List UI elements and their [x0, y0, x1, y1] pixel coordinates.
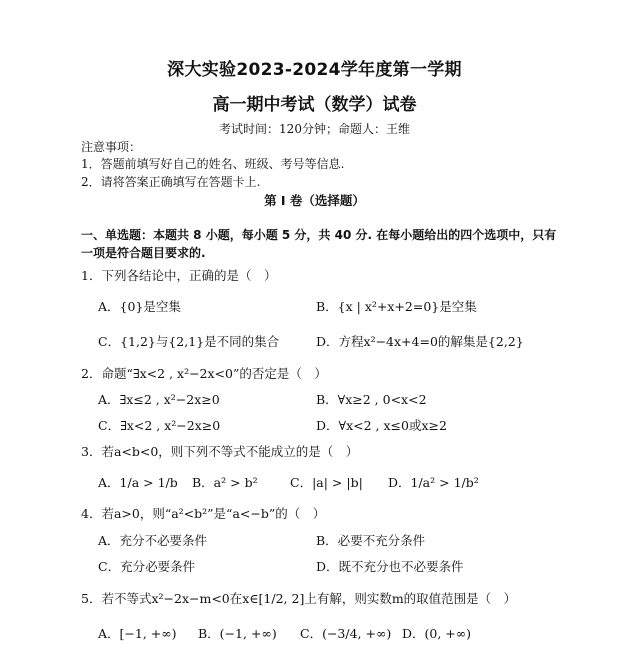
question-1-stem: 1．下列各结论中，正确的是（ ） — [81, 268, 277, 283]
question-1-option-c: C．{1,2}与{2,1}是不同的集合 — [98, 334, 280, 349]
question-3-stem: 3．若a<b<0，则下列不等式不能成立的是（ ） — [81, 444, 359, 459]
question-5-stem: 5．若不等式x²−2x−m<0在x∈[1/2, 2]上有解，则实数m的取值范围是（ ） — [81, 591, 517, 606]
exam-meta: 考试时间：120分钟；命题人：王维 — [219, 122, 410, 136]
question-4-option-d: D．既不充分也不必要条件 — [316, 559, 464, 574]
question-3-option-a: A．1/a > 1/b — [98, 475, 178, 490]
question-2-option-a: A．∃x≤2 , x²−2x≥0 — [98, 392, 220, 407]
question-1-option-b: B．{x | x²+x+2=0}是空集 — [316, 299, 477, 314]
question-2-stem: 2．命题“∃x<2 , x²−2x<0”的否定是（ ） — [81, 366, 327, 381]
question-3-option-d: D．1/a² > 1/b² — [388, 475, 479, 490]
question-5-option-d: D．(0, +∞) — [402, 626, 472, 641]
question-5-option-b: B．(−1, +∞) — [198, 626, 277, 641]
question-4-option-a: A．充分不必要条件 — [98, 533, 208, 548]
question-4-option-c: C．充分必要条件 — [98, 559, 196, 574]
section-instruction-line2: 一项是符合题目要求的. — [81, 246, 206, 260]
notes-item-1: 1．答题前填写好自己的姓名、班级、考号等信息. — [81, 157, 345, 171]
question-5-option-a: A．[−1, +∞) — [98, 626, 177, 641]
question-5-option-c: C．(−3/4, +∞) — [300, 626, 392, 641]
notes-item-2: 2．请将答案正确填写在答题卡上. — [81, 175, 261, 189]
question-1-option-d: D．方程x²−4x+4=0的解集是{2,2} — [316, 334, 524, 349]
notes-heading: 注意事项： — [81, 140, 142, 154]
question-4-option-b: B．必要不充分条件 — [316, 533, 426, 548]
volume-heading: 第 I 卷（选择题） — [264, 193, 365, 208]
exam-title: 深大实验2023-2024学年度第一学期 — [167, 60, 462, 80]
question-1-option-a: A．{0}是空集 — [98, 299, 181, 314]
question-2-option-c: C．∃x<2 , x²−2x≥0 — [98, 418, 221, 433]
question-3-option-c: C．|a| > |b| — [290, 475, 363, 490]
question-2-option-b: B．∀x≥2 , 0<x<2 — [316, 392, 427, 407]
question-4-stem: 4．若a>0，则“a²<b²”是“a<−b”的（ ） — [81, 506, 326, 521]
section-instruction-line1: 一、单选题：本题共 8 小题，每小题 5 分，共 40 分. 在每小题给出的四个选项中，只有 — [81, 228, 557, 242]
question-2-option-d: D．∀x<2 , x≤0或x≥2 — [316, 418, 447, 433]
exam-subtitle: 高一期中考试（数学）试卷 — [212, 95, 417, 115]
question-3-option-b: B．a² > b² — [192, 475, 258, 490]
